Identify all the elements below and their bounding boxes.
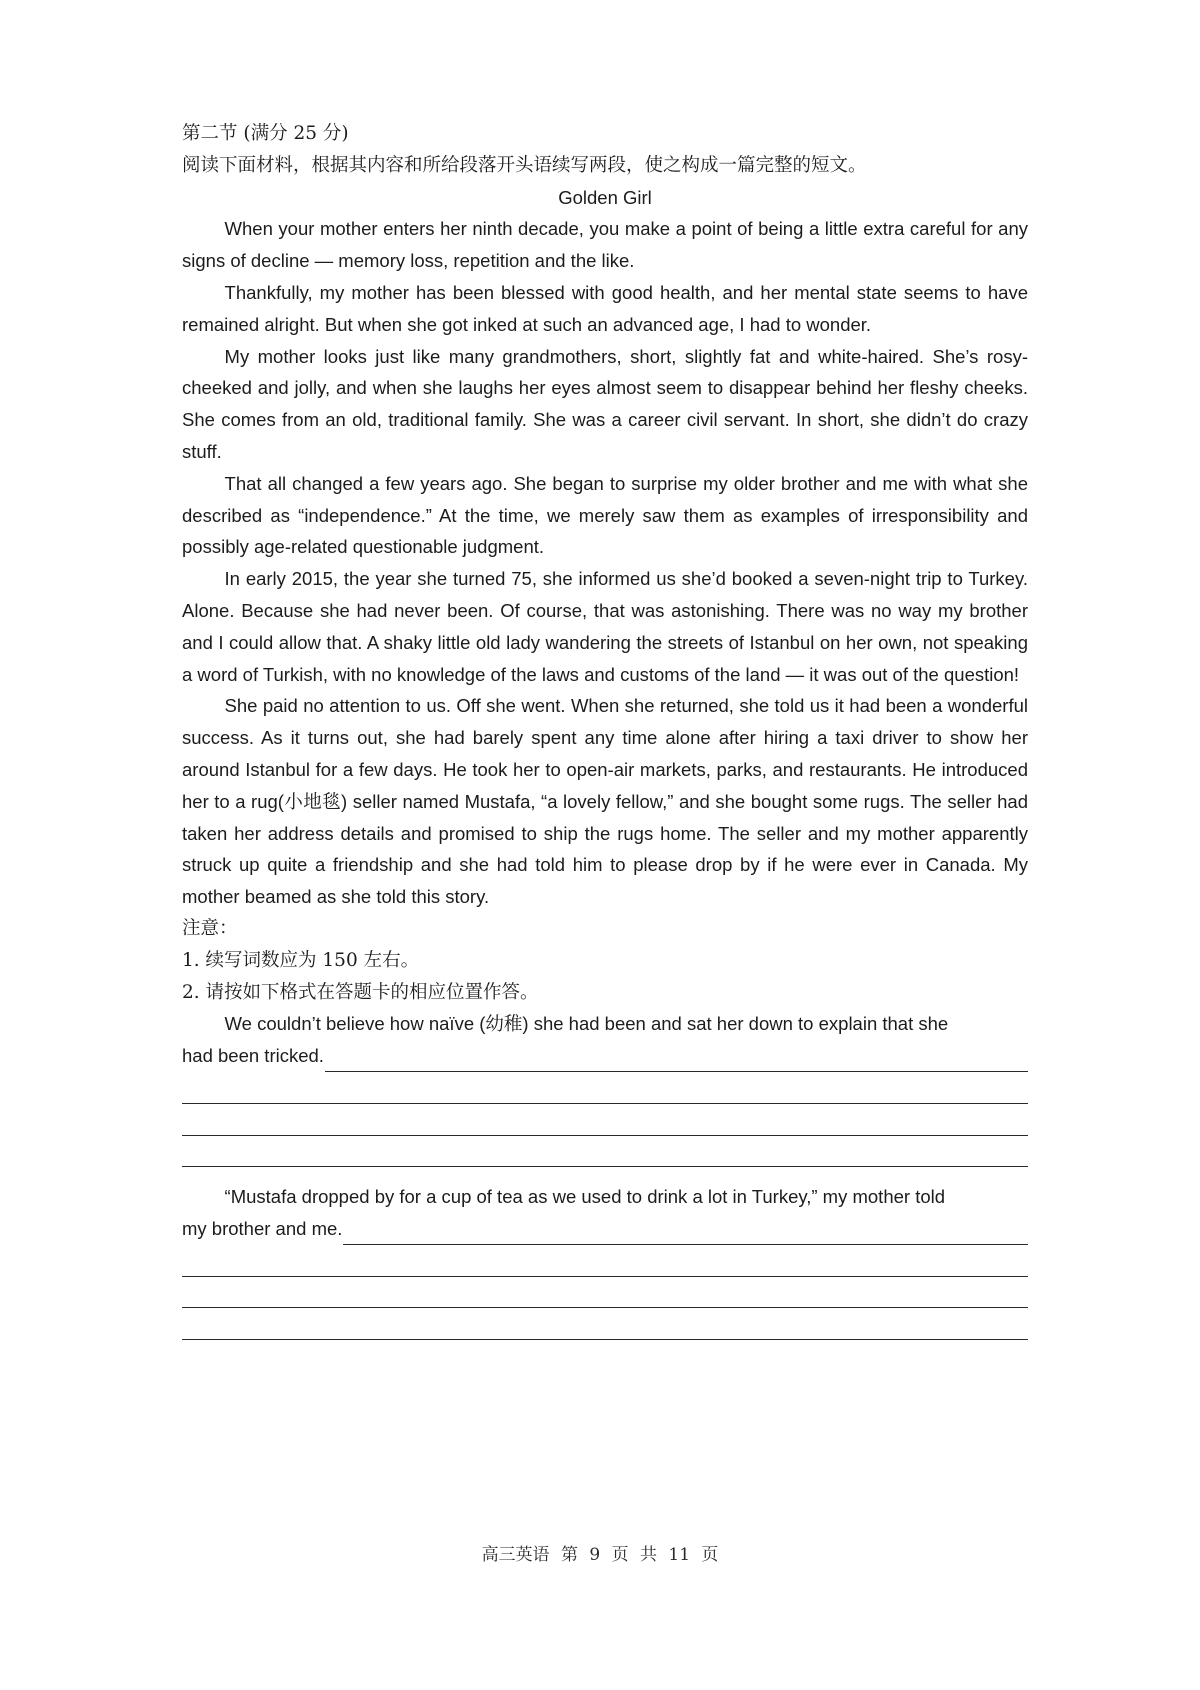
prompt-opening-end: had been tricked. — [182, 1045, 324, 1067]
prompt-opening-end: my brother and me. — [182, 1218, 343, 1240]
note-item: 1. 续写词数应为 150 左右。 — [182, 949, 420, 971]
story-paragraph: My mother looks just like many grandmothers, short, slightly fat and white-haired. She’s rosy-cheeked and jolly, and when she laughs her eyes almost seem to disappear behind her fleshy cheeks. She comes from an old, traditional family. She was a career civil servant. In short, she didn’t do crazy stuff. — [182, 345, 1028, 462]
writing-line[interactable] — [182, 1245, 1028, 1277]
writing-line[interactable] — [182, 1277, 1028, 1309]
page-content — [182, 118, 1028, 1340]
writing-line[interactable] — [182, 1308, 1028, 1340]
prompt-opening-line: “Mustafa dropped by for a cup of tea as we used to drink a lot in Turkey,” my mother told — [224, 1186, 946, 1208]
story-paragraph: In early 2015, the year she turned 75, she informed us she’d booked a seven-night trip to Turkey. Alone. Because she had never been. Of course, that was astonishing. There was no way my brother and I could allow that. A shaky little old lady wandering the streets of Istanbul on her own, not speaking a word of Turkish, with no knowledge of the laws and customs of the land — it was out of the question! — [182, 568, 1028, 685]
prompt-end-row — [182, 1213, 1028, 1245]
section-title: 第二节 (满分 25 分) — [182, 123, 349, 144]
prompt-opening-line: We couldn’t believe how naïve (幼稚) she had been and sat her down to explain that she — [224, 1013, 949, 1035]
story-paragraph: She paid no attention to us. Off she went. When she returned, she told us it had been a wonderful success. As it turns out, she had barely spent any time alone after hiring a taxi driver to show her around Istanbul for a few days. He took her to open-air markets, parks, and restaurants. He introduced her to a rug(小地毯) seller named Mustafa, “a lovely fellow,” and she bought some rugs. The seller had taken her address details and promised to ship the rugs home. The seller and my mother apparently struck up quite a friendship and she had told him to please drop by if he were ever in Canada. My mother beamed as she told this story. — [182, 695, 1028, 908]
story-paragraph: That all changed a few years ago. She began to surprise my older brother and me with what she described as “independence.” At the time, we merely saw them as examples of irresponsibility and possibly age-related questionable judgment. — [182, 472, 1028, 558]
writing-line[interactable] — [182, 1104, 1028, 1136]
prompt-end-row — [182, 1040, 1028, 1072]
writing-line[interactable] — [182, 1136, 1028, 1168]
page-footer: 高三英语 第 9 页 共 11 页 — [481, 1545, 719, 1565]
spacer — [182, 1167, 1028, 1181]
note-item: 2. 请按如下格式在答题卡的相应位置作答。 — [182, 981, 539, 1003]
story-paragraph: When your mother enters her ninth decade, you make a point of being a little extra careful for any signs of decline — memory loss, repetition and the like. — [182, 218, 1028, 272]
writing-line[interactable] — [343, 1220, 1028, 1245]
notes-label: 注意： — [182, 917, 238, 939]
story-title: Golden Girl — [558, 186, 652, 208]
story-paragraph: Thankfully, my mother has been blessed with good health, and her mental state seems to have remained alright. But when she got inked at such an advanced age, I had to wonder. — [182, 281, 1028, 335]
continuation-paragraph-1 — [182, 1008, 1028, 1167]
writing-line[interactable] — [182, 1072, 1028, 1104]
continuation-paragraph-2 — [182, 1181, 1028, 1340]
instruction-text: 阅读下面材料，根据其内容和所给段落开头语续写两段，使之构成一篇完整的短文。 — [182, 154, 867, 176]
writing-line[interactable] — [325, 1047, 1028, 1072]
